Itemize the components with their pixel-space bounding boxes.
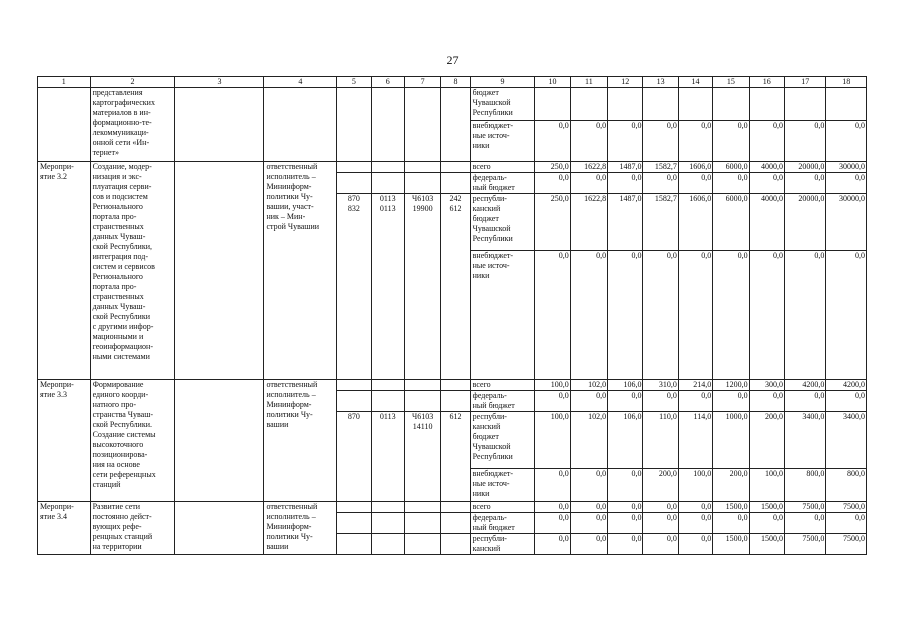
year-value: 1200,0 xyxy=(713,380,749,391)
year-value: 250,0 xyxy=(535,194,570,251)
measure-label: Меропри- ятие 3.2 xyxy=(38,162,91,380)
column-number-5: 5 xyxy=(337,77,371,88)
year-value: 0,0 xyxy=(826,121,867,162)
year-value: 300,0 xyxy=(749,380,784,391)
funding-source: республи- канский xyxy=(470,534,535,555)
vr-code xyxy=(441,88,470,162)
executor-cell: ответственный исполнитель – Мининформ- политики Чу- вашии xyxy=(264,380,337,502)
grbs-code xyxy=(337,534,371,555)
year-value: 6000,0 xyxy=(713,162,749,173)
year-value: 0,0 xyxy=(608,534,643,555)
column-number-9: 9 xyxy=(470,77,535,88)
vr-code xyxy=(441,513,470,534)
goal-cell xyxy=(175,88,264,162)
year-value: 7500,0 xyxy=(784,502,825,513)
column-number-4: 4 xyxy=(264,77,337,88)
goal-cell xyxy=(175,502,264,555)
funding-source: бюджет Чувашской Республики xyxy=(470,88,535,121)
year-value: 7500,0 xyxy=(784,534,825,555)
year-value: 0,0 xyxy=(643,534,678,555)
year-value: 1487,0 xyxy=(608,194,643,251)
year-value: 0,0 xyxy=(678,251,712,380)
year-value: 200,0 xyxy=(643,469,678,502)
year-value: 0,0 xyxy=(570,469,607,502)
year-value: 0,0 xyxy=(678,121,712,162)
year-value: 0,0 xyxy=(678,502,712,513)
year-value: 0,0 xyxy=(784,121,825,162)
year-value: 100,0 xyxy=(678,469,712,502)
year-value xyxy=(643,88,678,121)
year-value: 4200,0 xyxy=(826,380,867,391)
csr-code xyxy=(404,88,440,162)
funding-source: внебюджет- ные источ- ники xyxy=(470,121,535,162)
year-value: 0,0 xyxy=(749,513,784,534)
year-value: 0,0 xyxy=(826,513,867,534)
column-number-10: 10 xyxy=(535,77,570,88)
year-value: 0,0 xyxy=(570,251,607,380)
year-value xyxy=(535,88,570,121)
measure-name: Создание, модер- низация и экс- плуатация серви- сов и подсистем Регионального портала про- странственных данных Чуваш- ской Республики, интеграция под- систем и сервисов Регионального портала про- странственных данных Чуваш- ской Республики с другими инфор- мационными и геоинформацион- ными системами xyxy=(90,162,175,380)
csr-code: Ч6103 19900 xyxy=(404,194,440,380)
year-value: 0,0 xyxy=(713,121,749,162)
grbs-code xyxy=(337,88,371,162)
year-value: 0,0 xyxy=(749,121,784,162)
year-value: 200,0 xyxy=(749,412,784,469)
year-value: 102,0 xyxy=(570,380,607,391)
column-number-12: 12 xyxy=(608,77,643,88)
rzpr-code xyxy=(371,162,404,173)
column-number-15: 15 xyxy=(713,77,749,88)
year-value: 0,0 xyxy=(784,513,825,534)
year-value: 0,0 xyxy=(643,251,678,380)
vr-code xyxy=(441,534,470,555)
year-value: 0,0 xyxy=(643,121,678,162)
funding-source: внебюджет- ные источ- ники xyxy=(470,251,535,380)
year-value: 0,0 xyxy=(713,251,749,380)
year-value: 200,0 xyxy=(713,469,749,502)
year-value: 0,0 xyxy=(608,173,643,194)
column-number-3: 3 xyxy=(175,77,264,88)
year-value: 1500,0 xyxy=(713,502,749,513)
year-value: 0,0 xyxy=(749,391,784,412)
year-value: 250,0 xyxy=(535,162,570,173)
year-value: 1000,0 xyxy=(713,412,749,469)
year-value: 0,0 xyxy=(570,121,607,162)
year-value: 0,0 xyxy=(784,391,825,412)
funding-source: республи- канский бюджет Чувашской Республики xyxy=(470,194,535,251)
year-value: 0,0 xyxy=(643,173,678,194)
year-value: 20000,0 xyxy=(784,162,825,173)
measure-label xyxy=(38,88,91,162)
year-value: 106,0 xyxy=(608,380,643,391)
program-financing-table xyxy=(37,76,867,555)
table-row xyxy=(38,162,867,173)
table-row xyxy=(38,88,867,121)
year-value: 0,0 xyxy=(608,391,643,412)
year-value: 0,0 xyxy=(570,534,607,555)
grbs-code: 870 xyxy=(337,412,371,502)
column-number-17: 17 xyxy=(784,77,825,88)
year-value: 7500,0 xyxy=(826,502,867,513)
csr-code xyxy=(404,162,440,173)
funding-source: федераль- ный бюджет xyxy=(470,173,535,194)
year-value: 30000,0 xyxy=(826,162,867,173)
year-value: 3400,0 xyxy=(784,412,825,469)
grbs-code xyxy=(337,380,371,391)
year-value: 0,0 xyxy=(535,513,570,534)
year-value: 0,0 xyxy=(535,534,570,555)
funding-source: федераль- ный бюджет xyxy=(470,391,535,412)
year-value: 0,0 xyxy=(535,173,570,194)
rzpr-code xyxy=(371,380,404,391)
year-value: 7500,0 xyxy=(826,534,867,555)
rzpr-code xyxy=(371,88,404,162)
year-value: 0,0 xyxy=(678,391,712,412)
funding-source: всего xyxy=(470,162,535,173)
year-value: 310,0 xyxy=(643,380,678,391)
year-value: 0,0 xyxy=(608,502,643,513)
goal-cell xyxy=(175,380,264,502)
year-value xyxy=(713,88,749,121)
column-number-6: 6 xyxy=(371,77,404,88)
vr-code xyxy=(441,162,470,173)
year-value: 0,0 xyxy=(570,173,607,194)
year-value: 0,0 xyxy=(535,391,570,412)
goal-cell xyxy=(175,162,264,380)
year-value: 0,0 xyxy=(713,173,749,194)
table-row xyxy=(38,502,867,513)
rzpr-code xyxy=(371,391,404,412)
year-value: 0,0 xyxy=(749,251,784,380)
executor-cell: ответственный исполнитель – Мининформ- политики Чу- вашии xyxy=(264,502,337,555)
year-value: 110,0 xyxy=(643,412,678,469)
csr-code: Ч6103 14110 xyxy=(404,412,440,502)
year-value: 0,0 xyxy=(570,513,607,534)
year-value: 114,0 xyxy=(678,412,712,469)
year-value: 0,0 xyxy=(784,251,825,380)
year-value: 100,0 xyxy=(535,380,570,391)
measure-label: Меропри- ятие 3.3 xyxy=(38,380,91,502)
year-value: 3400,0 xyxy=(826,412,867,469)
funding-source: всего xyxy=(470,502,535,513)
year-value: 0,0 xyxy=(826,251,867,380)
grbs-code xyxy=(337,162,371,173)
year-value xyxy=(570,88,607,121)
vr-code: 612 xyxy=(441,412,470,502)
year-value xyxy=(826,88,867,121)
csr-code xyxy=(404,534,440,555)
year-value: 0,0 xyxy=(749,173,784,194)
year-value: 0,0 xyxy=(678,173,712,194)
year-value: 0,0 xyxy=(826,391,867,412)
year-value: 1500,0 xyxy=(749,502,784,513)
column-number-8: 8 xyxy=(441,77,470,88)
grbs-code xyxy=(337,513,371,534)
csr-code xyxy=(404,173,440,194)
year-value xyxy=(608,88,643,121)
year-value: 0,0 xyxy=(535,469,570,502)
year-value: 800,0 xyxy=(784,469,825,502)
year-value xyxy=(678,88,712,121)
year-value: 0,0 xyxy=(643,502,678,513)
rzpr-code: 0113 xyxy=(371,412,404,502)
year-value: 0,0 xyxy=(643,391,678,412)
funding-source: республи- канский бюджет Чувашской Республики xyxy=(470,412,535,469)
funding-source: всего xyxy=(470,380,535,391)
vr-code xyxy=(441,173,470,194)
column-number-14: 14 xyxy=(678,77,712,88)
rzpr-code: 0113 0113 xyxy=(371,194,404,380)
year-value: 6000,0 xyxy=(713,194,749,251)
year-value: 1622,8 xyxy=(570,194,607,251)
rzpr-code xyxy=(371,513,404,534)
year-value xyxy=(784,88,825,121)
grbs-code xyxy=(337,391,371,412)
funding-source: федераль- ный бюджет xyxy=(470,513,535,534)
year-value: 0,0 xyxy=(535,251,570,380)
column-number-11: 11 xyxy=(570,77,607,88)
year-value: 1582,7 xyxy=(643,194,678,251)
year-value: 0,0 xyxy=(535,502,570,513)
year-value: 4000,0 xyxy=(749,162,784,173)
year-value: 214,0 xyxy=(678,380,712,391)
year-value: 1606,0 xyxy=(678,194,712,251)
column-number-2: 2 xyxy=(90,77,175,88)
year-value: 100,0 xyxy=(749,469,784,502)
year-value: 20000,0 xyxy=(784,194,825,251)
year-value: 800,0 xyxy=(826,469,867,502)
rzpr-code xyxy=(371,534,404,555)
year-value: 4000,0 xyxy=(749,194,784,251)
vr-code: 242 612 xyxy=(441,194,470,380)
vr-code xyxy=(441,380,470,391)
year-value: 0,0 xyxy=(608,251,643,380)
csr-code xyxy=(404,513,440,534)
csr-code xyxy=(404,391,440,412)
vr-code xyxy=(441,391,470,412)
grbs-code xyxy=(337,502,371,513)
year-value: 1500,0 xyxy=(749,534,784,555)
column-number-1: 1 xyxy=(38,77,91,88)
year-value: 0,0 xyxy=(608,469,643,502)
year-value: 102,0 xyxy=(570,412,607,469)
table-body xyxy=(38,77,867,555)
table-row xyxy=(38,380,867,391)
year-value: 1487,0 xyxy=(608,162,643,173)
year-value: 106,0 xyxy=(608,412,643,469)
column-number-16: 16 xyxy=(749,77,784,88)
csr-code xyxy=(404,502,440,513)
year-value: 100,0 xyxy=(535,412,570,469)
year-value: 1582,7 xyxy=(643,162,678,173)
page-number: 27 xyxy=(446,53,459,67)
year-value: 1622,8 xyxy=(570,162,607,173)
year-value: 1606,0 xyxy=(678,162,712,173)
column-number-18: 18 xyxy=(826,77,867,88)
column-number-7: 7 xyxy=(404,77,440,88)
grbs-code xyxy=(337,173,371,194)
year-value: 0,0 xyxy=(535,121,570,162)
year-value: 0,0 xyxy=(784,173,825,194)
column-number-13: 13 xyxy=(643,77,678,88)
measure-label: Меропри- ятие 3.4 xyxy=(38,502,91,555)
year-value xyxy=(749,88,784,121)
year-value: 0,0 xyxy=(570,391,607,412)
vr-code xyxy=(441,502,470,513)
year-value: 1500,0 xyxy=(713,534,749,555)
year-value: 0,0 xyxy=(678,513,712,534)
measure-name: Формирование единого коорди- натного про- странства Чуваш- ской Республики. Создание системы высокоточного позиционирова- ния на основе сети референцных станций xyxy=(90,380,175,502)
executor-cell: ответственный исполнитель – Мининформ- политики Чу- вашии, участ- ник – Мин- строй Чувашии xyxy=(264,162,337,380)
csr-code xyxy=(404,380,440,391)
year-value: 0,0 xyxy=(608,513,643,534)
year-value: 0,0 xyxy=(643,513,678,534)
year-value: 0,0 xyxy=(678,534,712,555)
rzpr-code xyxy=(371,502,404,513)
year-value: 0,0 xyxy=(570,502,607,513)
year-value: 0,0 xyxy=(713,391,749,412)
rzpr-code xyxy=(371,173,404,194)
year-value: 0,0 xyxy=(608,121,643,162)
measure-name: представления картографических материалов в ин- формационно-те- лекоммуникаци- онной сети «Ин- тернет» xyxy=(90,88,175,162)
executor-cell xyxy=(264,88,337,162)
year-value: 4200,0 xyxy=(784,380,825,391)
grbs-code: 870 832 xyxy=(337,194,371,380)
funding-source: внебюджет- ные источ- ники xyxy=(470,469,535,502)
year-value: 30000,0 xyxy=(826,194,867,251)
year-value: 0,0 xyxy=(826,173,867,194)
measure-name: Развитие сети постоянно дейст- вующих рефе- ренцных станций на территории xyxy=(90,502,175,555)
year-value: 0,0 xyxy=(713,513,749,534)
column-number-row xyxy=(38,77,867,88)
